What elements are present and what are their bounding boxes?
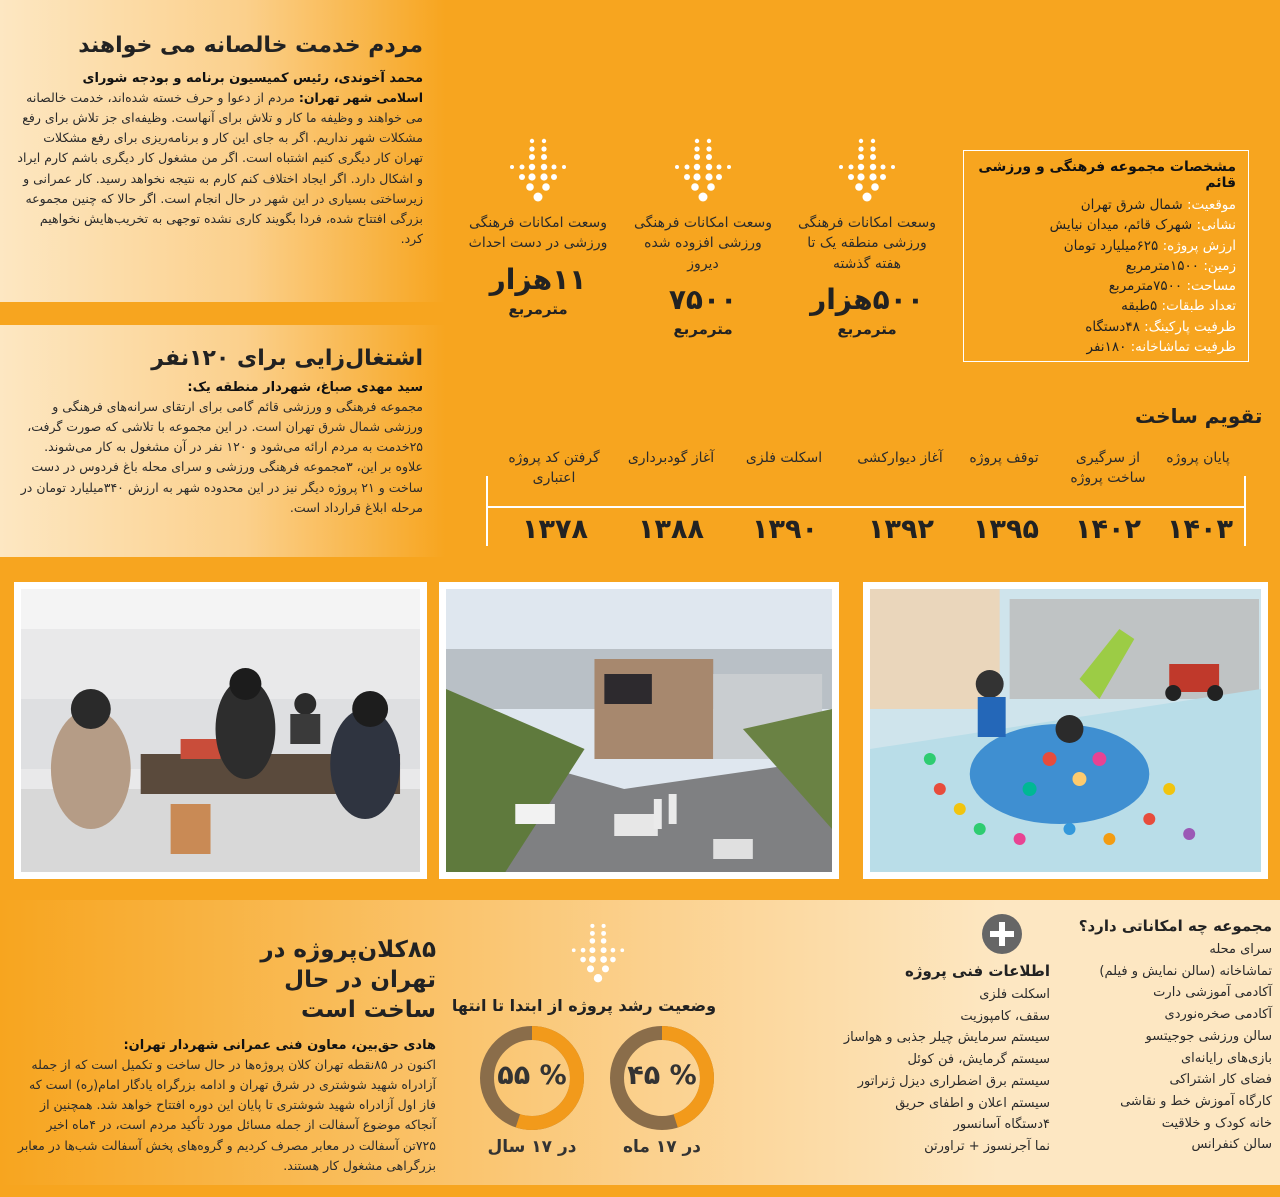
timeline-year: ۱۳۹۰ <box>752 514 818 545</box>
tech-item: سیستم اعلان و اطفای حریق <box>895 1095 1050 1111</box>
spec-value: شمال شرق تهران <box>1080 197 1183 213</box>
stat-under-construction <box>463 137 613 318</box>
tech-item: سیستم برق اضطراری دیزل ژنراتور <box>857 1073 1050 1089</box>
donut-value: % ۵۵ <box>497 1060 567 1091</box>
timeline-event: پایان پروژه <box>1166 450 1230 466</box>
donut-value: % ۴۵ <box>627 1060 697 1091</box>
down-arrow-icon <box>837 137 897 203</box>
photo-image <box>446 589 832 872</box>
facility-item: کارگاه آموزش خط و نقاشی <box>1120 1093 1272 1109</box>
project-spec-box <box>963 150 1249 362</box>
photo-building-street <box>439 582 839 879</box>
spec-key: مساحت: <box>1182 278 1236 294</box>
tech-item: سقف، کامپوزیت <box>960 1008 1050 1024</box>
facility-item: خانه کودک و خلاقیت <box>1161 1115 1272 1131</box>
plus-icon <box>982 914 1022 954</box>
timeline-event: گرفتن کد پروژه اعتباری <box>508 450 600 487</box>
spec-value: ۱۸۰نفر <box>1086 338 1127 355</box>
timeline-year: ۱۴۰۳ <box>1167 514 1233 545</box>
stat-unit: مترمربع <box>508 299 568 318</box>
tech-item: نما آجرنسوز + تراورتن <box>924 1138 1050 1154</box>
spec-value: ۱۵۰۰مترمربع <box>1125 257 1200 274</box>
spec-row <box>976 276 1236 296</box>
spec-value: ۵طبقه <box>1121 298 1158 315</box>
spec-row <box>976 215 1236 235</box>
timeline-event: آغاز گودبرداری <box>627 450 715 466</box>
facilities-list <box>1060 939 1272 1156</box>
tech-item: اسکلت فلزی <box>979 987 1050 1002</box>
quote-body: اکنون در ۸۵نقطه تهران کلان پروژه‌ها در حال ساخت و تکمیل است که از جمله آزادراه شهید شوشتری در شرق تهران و ادامه بزرگراه یادگار امام(ره) است که فاز اول آزادراه شهید شوشتری تا پایان این دوره افتتاح خواهد شد. همچنین از آنجاکه موضوع آسفالت از جمله مسائل مورد تأکید مردم است، در ۴ماه اخیر ۷۲۵تن آسفالت در معابر مصرف کردیم و گروه‌های پخش آسفالت شب‌ها در معابر بزرگراهی مشغول کار هستند. <box>17 1056 436 1173</box>
speaker-line: هادی حق‌بین، معاون فنی عمرانی شهردار تهران: <box>123 1037 436 1053</box>
facility-item: سرای محله <box>1209 942 1272 957</box>
speaker-line: محمد آخوندی، رئیس کمیسیون برنامه و بودجه شورای <box>82 70 423 86</box>
stat-label: وسعت امکانات فرهنگی ورزشی منطقه یک تا هفته گذشته <box>797 215 937 272</box>
quote-title: اشتغال‌زایی برای ۱۲۰نفر <box>151 346 423 371</box>
quote-panel-akhondi <box>0 0 445 302</box>
speaker-line: سید مهدی صباغ، شهردار منطقه یک: <box>187 379 423 395</box>
stat-value: ۱۱هزار <box>489 262 587 296</box>
tech-item: سیستم سرمایش چیلر جذبی و هواساز <box>843 1030 1050 1046</box>
stat-value: ۷۵۰۰ <box>668 282 738 316</box>
spec-row <box>976 296 1236 316</box>
spec-key: نشانی: <box>1192 217 1236 234</box>
quote-title: ۸۵کلان‌پروژه در تهران در حال ساخت است <box>260 937 436 1023</box>
tech-info-panel <box>790 962 1050 1158</box>
spec-row <box>976 256 1236 276</box>
spec-value: ۴۸دستگاه <box>1085 318 1140 335</box>
spec-value: شهرک قائم، میدان نیایش <box>1049 217 1193 234</box>
spec-row <box>976 317 1236 337</box>
timeline-year: ۱۳۹۲ <box>868 514 934 545</box>
tech-list <box>790 984 1050 1158</box>
stat-added-yesterday <box>628 137 778 338</box>
spec-title: مشخصات مجموعه فرهنگی و ورزشی قائم <box>978 159 1236 191</box>
progress-title: وضعیت رشد پروژه از ابتدا تا انتها <box>451 996 717 1015</box>
stat-until-last-week <box>792 137 942 338</box>
facility-item: آکادمی صخره‌نوردی <box>1164 1007 1272 1023</box>
facility-item: بازی‌های رایانه‌ای <box>1181 1050 1272 1066</box>
timeline-year: ۱۳۷۸ <box>522 514 588 545</box>
donut-caption: در ۱۷ ماه <box>622 1137 702 1157</box>
timeline-year: ۱۳۹۵ <box>973 514 1039 545</box>
spec-value: ۷۵۰۰مترمربع <box>1108 278 1183 294</box>
timeline-line <box>486 506 1246 508</box>
timeline-event: از سرگیری ساخت پروژه <box>1070 450 1146 487</box>
stat-value: ۵۰۰هزار <box>810 282 924 316</box>
spec-value: ۶۲۵میلیارد تومان <box>1063 237 1159 254</box>
timeline-title: تقویم ساخت <box>1135 404 1263 428</box>
quote-panel-haghbin <box>16 936 436 1176</box>
stat-unit: مترمربع <box>837 319 897 338</box>
stat-label: وسعت امکانات فرهنگی ورزشی افزوده شده دیروز <box>633 215 773 272</box>
quote-body: مجموعه فرهنگی و ورزشی قائم گامی برای ارتقای سرانه‌های فرهنگی و ورزشی شمال شرق تهران است. در این مجموعه با تلاشی که صورت گرفت، ۲۵خدمت به مردم ارائه می‌شود و ۱۲۰ نفر در آن مشغول به کار می‌شوند. علاوه بر این، ۳مجموعه فرهنگی ورزشی و سرای محله باغ فردوس در دست ساخت و ۲۱ پروژه دیگر نیز در این محدوده شهر به ارزش ۳۴۰میلیارد تومان در مرحله ابلاغ قرارداد است. <box>20 398 423 515</box>
donut-caption: در ۱۷ سال <box>487 1137 577 1157</box>
timeline-event: اسکلت فلزی <box>745 450 823 466</box>
speaker-line-cont: اسلامی شهر تهران: <box>298 89 423 105</box>
facility-item: آکادمی آموزشی دارت <box>1153 985 1272 1001</box>
tech-item: ۴دستگاه آسانسور <box>953 1117 1050 1133</box>
spec-key: تعداد طبقات: <box>1157 298 1236 315</box>
down-arrow-icon <box>673 137 733 203</box>
facility-item: سالن ورزشی جوجیتسو <box>1145 1028 1272 1044</box>
timeline-event: توقف پروژه <box>969 450 1039 466</box>
progress-down-arrow-icon <box>570 922 626 984</box>
spec-row <box>976 337 1236 357</box>
facility-item: تماشاخانه (سالن نمایش و فیلم) <box>1099 963 1272 979</box>
spec-key: زمین: <box>1199 257 1236 274</box>
stat-unit: مترمربع <box>673 319 733 338</box>
facility-item: فضای کار اشتراکی <box>1169 1072 1272 1088</box>
photo-board-game-room <box>14 582 427 879</box>
tech-title: اطلاعات فنی پروژه <box>905 962 1050 980</box>
stat-label: وسعت امکانات فرهنگی ورزشی در دست احداث <box>468 215 608 252</box>
facility-item: سالن کنفرانس <box>1191 1137 1272 1153</box>
spec-key: ظرفیت پارکینگ: <box>1139 318 1236 335</box>
timeline-tick <box>486 476 488 546</box>
spec-row <box>976 195 1236 215</box>
tech-item: سیستم گرمایش، فن کوئل <box>907 1052 1050 1068</box>
photo-image <box>21 589 420 872</box>
facilities-title: مجموعه چه امکاناتی دارد؟ <box>1078 917 1272 935</box>
timeline-year: ۱۳۸۸ <box>638 514 704 545</box>
quote-body <box>16 88 423 250</box>
quote-body-text: مردم از دعوا و حرف خسته شده‌اند، خدمت خالصانه می خواهند و وظیفه ما کار و تلاش برای آنهاست. وظیفه‌ای جز تلاش برای رفع مشکلات شهر نداریم. اگر به جای این کار و برنامه‌ریزی برای رفع مشکلات تهران کار دیگری کنیم اشتباه است. اگر من مشغول کار دیگری باشم کارم ایراد و اشکال دارد. اگر ایجاد اختلاف کنم کارم به نتیجه نخواهد رسید. کار عمرانی و زیرساختی بسیاری در این شهر در حال انجام است. اگر حالا که چنین مجموعه بزرگی افتتاح شده، فردا بگویند کاری نشده توجهی به تخریب‌هایش نخواهیم کرد. <box>17 89 423 247</box>
spec-key: ظرفیت تماشاخانه: <box>1126 338 1236 355</box>
timeline-year: ۱۴۰۲ <box>1075 514 1141 545</box>
quote-title: مردم خدمت خالصانه می خواهند <box>78 33 423 58</box>
quote-panel-sabbagh <box>0 325 445 557</box>
spec-key: موقعیت: <box>1182 197 1236 213</box>
spec-row <box>976 236 1236 256</box>
down-arrow-icon <box>508 137 568 203</box>
photo-image <box>870 589 1261 872</box>
spec-key: ارزش پروژه: <box>1158 237 1236 254</box>
photo-kids-ball-pit <box>863 582 1268 879</box>
timeline-tick <box>1244 476 1246 546</box>
timeline-event: آغاز دیوارکشی <box>857 450 943 466</box>
facilities-panel <box>1060 917 1272 1156</box>
